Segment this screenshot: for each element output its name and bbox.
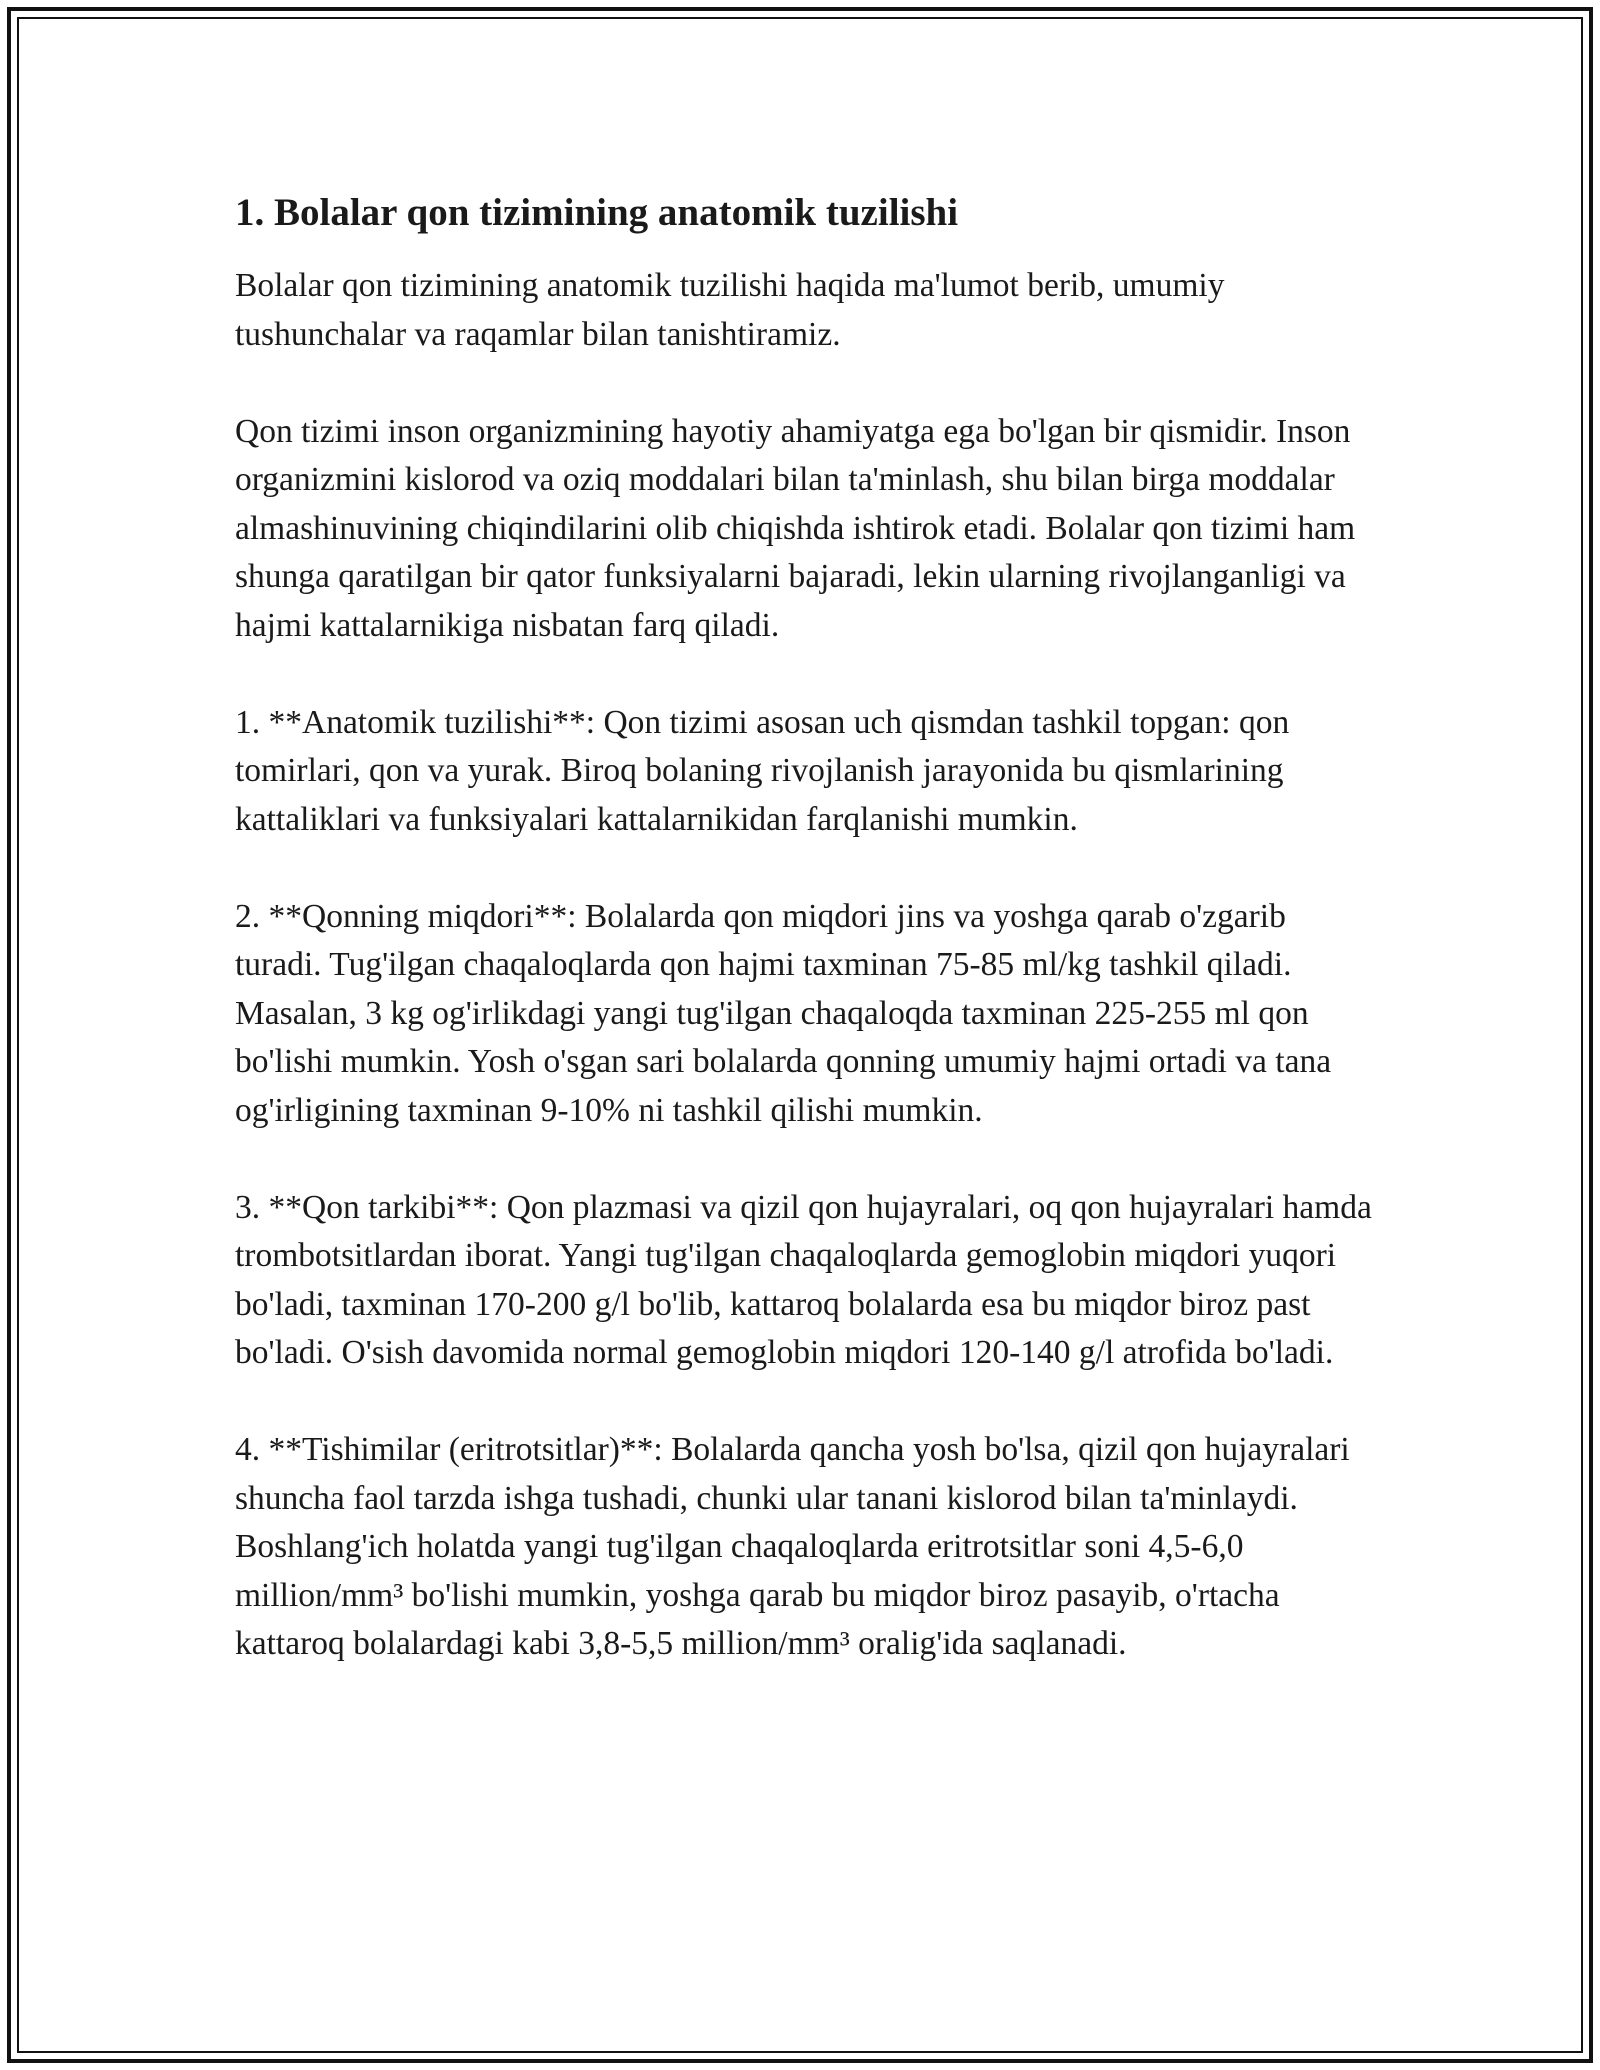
section-title: 1. Bolalar qon tizimining anatomik tuzilishi [235,191,959,234]
erythrocytes-paragraph: 4. **Tishimilar (eritrotsitlar)**: Bolalarda qancha yosh bo'lsa, qizil qon hujayralari shuncha faol tarzda ishga tushadi, chunki ular tanani kislorod bilan ta'minlaydi. Boshlang'ich holatda yangi tug'ilgan chaqaloqlarda eritrotsitlar soni 4,5-6,0 million/mm³ bo'lishi mumkin, yoshga qarab bu miqdor biroz pasayib, o'rtacha kattaroq bolalardagi kabi 3,8-5,5 million/mm³ oralig'ida saqlanadi. [235,1431,1350,1662]
overview-paragraph: Qon tizimi inson organizmining hayotiy ahamiyatga ega bo'lgan bir qismidir. Inson organizmini kislorod va oziq moddalari bilan ta'minlash, shu bilan birga moddalar almashinuvining chiqindilarini olib chiqishda ishtirok etadi. Bolalar qon tizimi ham shunga qaratilgan bir qator funksiyalarni bajaradi, lekin ularning rivojlanganligi va hajmi kattalarnikiga nisbatan farq qiladi. [235,412,1356,644]
intro-paragraph: Bolalar qon tizimining anatomik tuzilishi haqida ma'lumot berib, umumiy tushunchalar va raqamlar bilan tanishtiramiz. [235,267,1225,353]
document-content [235,184,1375,1717]
anatomy-paragraph: 1. **Anatomik tuzilishi**: Qon tizimi asosan uch qismdan tashkil topgan: qon tomirlari, qon va yurak. Biroq bolaning rivojlanish jarayonida bu qismlarining kattaliklari va funksiyalari kattalarnikidan farqlanishi mumkin. [235,703,1290,838]
blood-volume-paragraph: 2. **Qonning miqdori**: Bolalarda qon miqdori jins va yoshga qarab o'zgarib turadi. Tug'ilgan chaqaloqlarda qon hajmi taxminan 75-85 ml/kg tashkil qiladi. Masalan, 3 kg og'irlikdagi yangi tug'ilgan chaqaloqda taxminan 225-255 ml qon bo'lishi mumkin. Yosh o'sgan sari bolalarda qonning umumiy hajmi ortadi va tana og'irligining taxminan 9-10% ni tashkil qilishi mumkin. [235,897,1332,1129]
blood-composition-paragraph: 3. **Qon tarkibi**: Qon plazmasi va qizil qon hujayralari, oq qon hujayralari hamda trombotsitlardan iborat. Yangi tug'ilgan chaqaloqlarda gemoglobin miqdori yuqori bo'ladi, taxminan 170-200 g/l bo'lib, kattaroq bolalarda esa bu miqdor biroz past bo'ladi. O'sish davomida normal gemoglobin miqdori 120-140 g/l atrofida bo'ladi. [235,1188,1372,1371]
